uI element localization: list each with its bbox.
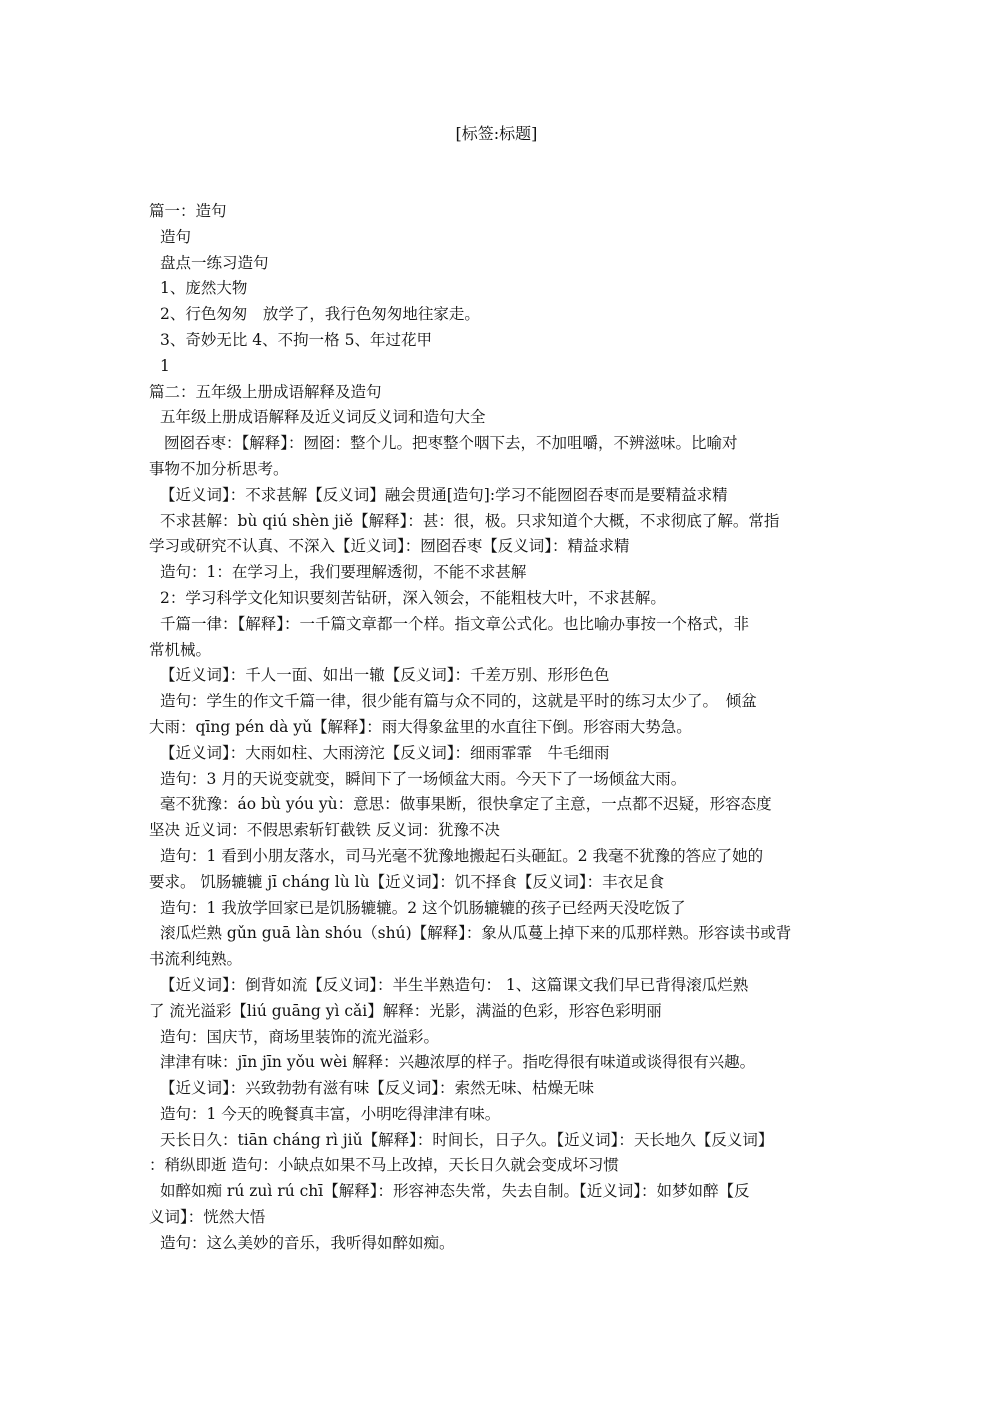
text-line: 【近义词】：大雨如柱、大雨滂沱【反义词】：细雨霏霏 牛毛细雨 — [160, 743, 610, 762]
text-line: 坚决 近义词：不假思索斩钉截铁 反义词：犹豫不决 — [149, 821, 500, 840]
text-line: 造句：1：在学习上，我们要理解透彻，不能不求甚解 — [160, 563, 527, 582]
text-line: ：稍纵即逝 造句：小缺点如果不马上改掉，天长日久就会变成坏习惯 — [149, 1156, 619, 1175]
text-line: 1、庞然大物 — [160, 279, 248, 298]
text-line: 常机械。 — [149, 640, 212, 659]
text-line: 造句：这么美妙的音乐，我听得如醉如痴。 — [160, 1233, 455, 1252]
text-line: 造句：1 看到小朋友落水，司马光毫不犹豫地搬起石头砸缸。2 我毫不犹豫的答应了她的 — [160, 846, 764, 865]
text-line: 篇二：五年级上册成语解释及造句 — [149, 382, 382, 401]
text-line: 造句：学生的作文千篇一律，很少能有篇与众不同的，这就是平时的练习太少了。 倾盆 — [160, 692, 757, 711]
text-line: 不求甚解：bù qiú shèn jiě【解释】：甚：很，极。只求知道个大概，不求彻底了解。常指 — [160, 511, 780, 530]
text-line: 【近义词】：千人一面、如出一辙【反义词】：千差万别、形形色色 — [160, 666, 610, 685]
text-line: 造句：1 今天的晚餐真丰富，小明吃得津津有味。 — [160, 1104, 501, 1123]
text-line: 千篇一律：【解释】：一千篇文章都一个样。指文章公式化。也比喻办事按一个格式，非 — [160, 614, 750, 633]
text-line: 大雨：qīng pén dà yǔ【解释】：雨大得象盆里的水直往下倒。形容雨大势急。 — [149, 717, 692, 736]
text-line: 2、行色匆匆 放学了，我行色匆匆地往家走。 — [160, 305, 480, 324]
text-line: 盘点一练习造句 — [160, 253, 269, 272]
text-line: 造句 — [160, 227, 192, 246]
page-header: [标签:标题] — [455, 124, 538, 143]
text-line: 滚瓜烂熟 gǔn guā làn shóu（shú)【解释】：象从瓜蔓上掉下来的瓜那样熟。形容读书或背 — [160, 924, 792, 943]
text-line: 1 — [160, 356, 170, 375]
text-line: 津津有味：jīn jīn yǒu wèi 解释：兴趣浓厚的样子。指吃得很有味道或谈得很有兴趣。 — [160, 1053, 756, 1072]
text-line: 【近义词】：兴致勃勃有滋有味【反义词】：索然无味、枯燥无味 — [160, 1079, 595, 1098]
text-line: 了 流光溢彩【liú guāng yì cǎi】解释：光影，满溢的色彩，形容色彩明丽 — [149, 1001, 662, 1020]
text-line: 毫不犹豫：áo bù yóu yù：意思：做事果断，很快拿定了主意，一点都不迟疑，形容态度 — [160, 795, 772, 814]
text-line: 2：学习科学文化知识要刻苦钻研，深入领会，不能粗枝大叶，不求甚解。 — [160, 588, 666, 607]
text-line: 要求。 饥肠辘辘 jī cháng lù lù【近义词】：饥不择食【反义词】：丰衣足食 — [149, 872, 665, 891]
text-line: 囫囵吞枣：【解释】：囫囵：整个儿。把枣整个咽下去，不加咀嚼，不辨滋味。比喻对 — [164, 434, 738, 453]
text-line: 天长日久：tiān cháng rì jiǔ【解释】：时间长，日子久。【近义词】：天长地久【反义词】 — [160, 1130, 774, 1149]
text-line: 如醉如痴 rú zuì rú chī【解释】：形容神态失常，失去自制。【近义词】：如梦如醉【反 — [160, 1182, 750, 1201]
text-line: 【近义词】：倒背如流【反义词】：半生半熟造句： 1、这篇课文我们早已背得滚瓜烂熟 — [160, 975, 749, 994]
text-line: 五年级上册成语解释及近义词反义词和造句大全 — [160, 408, 486, 427]
text-line: 造句：3 月的天说变就变，瞬间下了一场倾盆大雨。今天下了一场倾盆大雨。 — [160, 769, 687, 788]
text-line: 3、奇妙无比 4、不拘一格 5、年过花甲 — [160, 330, 432, 349]
document-body — [149, 199, 849, 1257]
text-line: 书流利纯熟。 — [149, 950, 243, 969]
text-line: 学习或研究不认真、不深入【近义词】：囫囵吞枣【反义词】：精益求精 — [149, 537, 630, 556]
text-line: 篇一：造句 — [149, 202, 227, 220]
text-line: 【近义词】：不求甚解【反义词】融会贯通[造句]:学习不能囫囵吞枣而是要精益求精 — [160, 485, 728, 504]
text-line: 义词】：恍然大悟 — [149, 1208, 266, 1227]
text-line: 造句：国庆节，商场里装饰的流光溢彩。 — [160, 1027, 440, 1046]
text-line: 事物不加分析思考。 — [149, 459, 289, 478]
text-line: 造句：1 我放学回家已是饥肠辘辘。2 这个饥肠辘辘的孩子已经两天没吃饭了 — [160, 898, 686, 917]
